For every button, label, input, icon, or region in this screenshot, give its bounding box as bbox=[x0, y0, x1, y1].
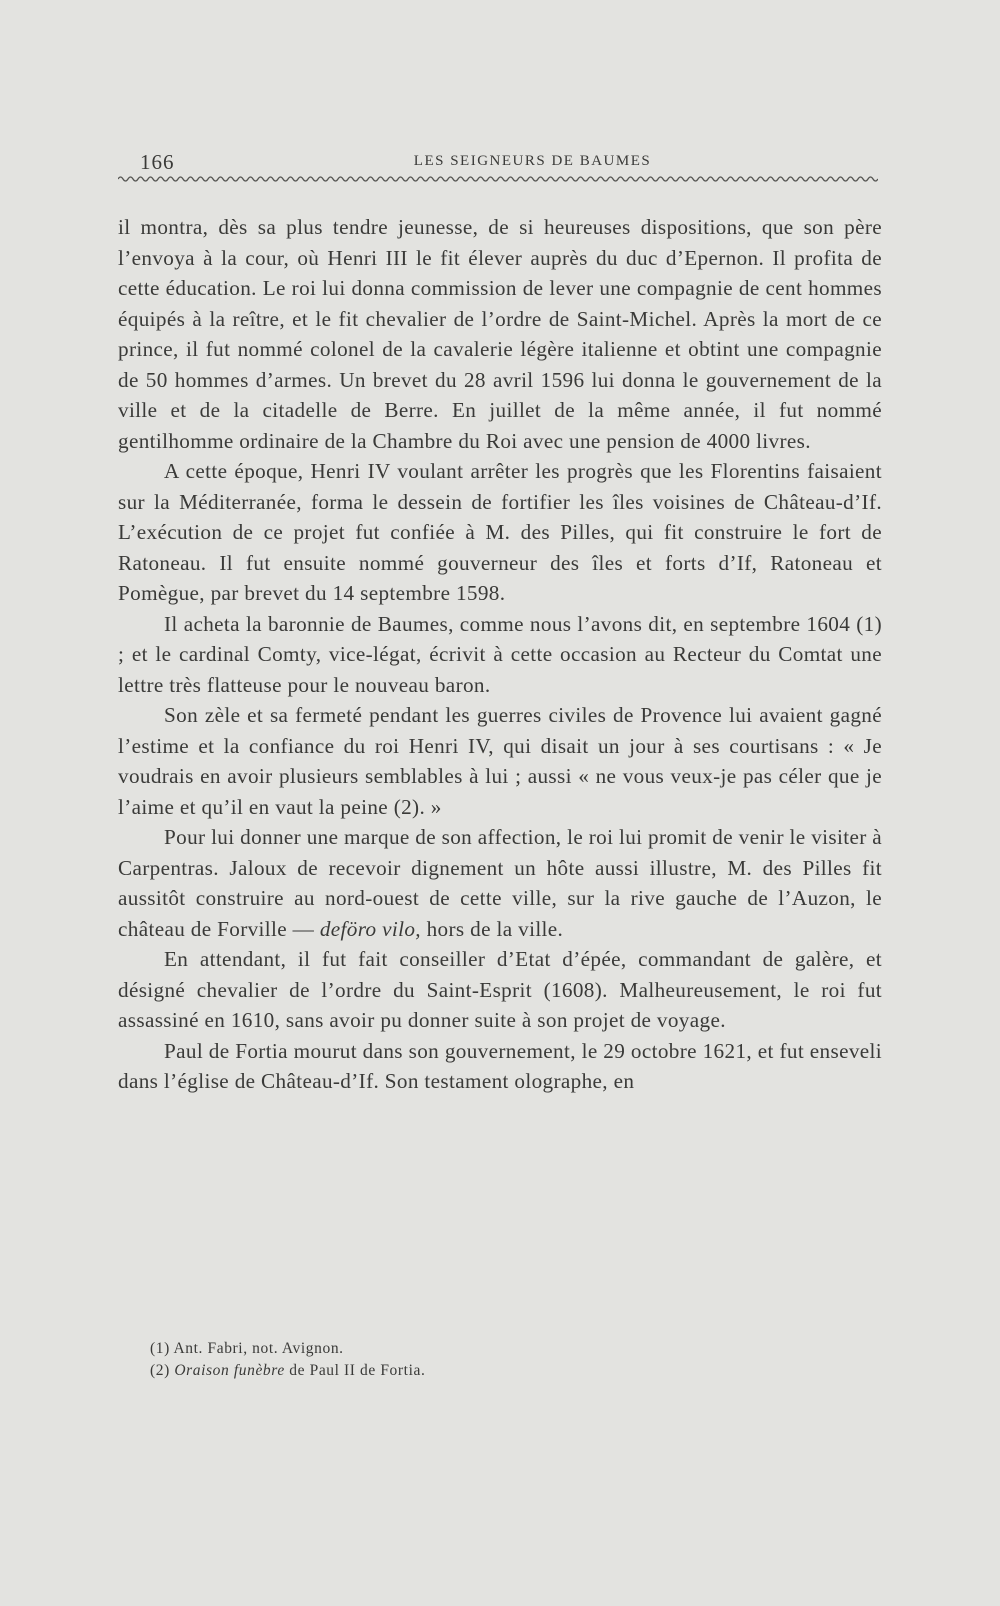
footnote-marker: (2) bbox=[150, 1362, 170, 1379]
footnote: (1) Ant. Fabri, not. Avignon. bbox=[150, 1340, 344, 1357]
paragraph: il montra, dès sa plus tendre jeunesse, de si heureuses dispositions, que son père l’envoya à la cour, où Henri III le fit élever auprès du duc d’Epernon. Il profita de cette éducation. Le roi lui donna commission de lever une compagnie de cent hommes équipés à la reître, et le fit chevalier de l’ordre de Saint-Michel. Après la mort de ce prince, il fut nommé colonel de la cavalerie légère italienne et obtint une compagnie de 50 hommes d’armes. Un brevet du 28 avril 1596 lui donna le gouvernement de la ville et de la citadelle de Berre. En juillet de la même année, il fut nommé gentilhomme ordinaire de la Chambre du Roi avec une pension de 4000 livres. bbox=[118, 215, 882, 453]
page-number: 166 bbox=[140, 150, 175, 174]
paragraph: Pour lui donner une marque de son affection, le roi lui promit de venir le visiter à Carpentras. Jaloux de recevoir dignement un hôte aussi illustre, M. des Pilles fit aussitôt construire au nord-ouest de cette ville, sur la rive gauche de l’Auzon, le château de Forville — deföro vilo, hors de la ville. bbox=[118, 825, 883, 941]
italic-title: Oraison funèbre bbox=[174, 1362, 285, 1379]
ornamental-rule bbox=[118, 172, 878, 184]
paragraph: En attendant, il fut fait conseiller d’Etat d’épée, commandant de galère, et désigné chevalier de l’ordre du Saint-Esprit (1608). Malheureusement, le roi fut assassiné en 1610, sans avoir pu donner suite à son projet de voyage. bbox=[118, 947, 882, 1032]
footnote: (2) Oraison funèbre de Paul II de Fortia. bbox=[150, 1362, 426, 1379]
running-title: LES SEIGNEURS DE BAUMES bbox=[413, 153, 652, 169]
paragraph: A cette époque, Henri IV voulant arrêter les progrès que les Florentins faisaient sur la Méditerranée, forma le dessein de fortifier les îles voisines de Château-d’If. L’exécution de ce projet fut confiée à M. des Pilles, qui fit construire le fort de Ratoneau. Il fut ensuite nommé gouverneur des îles et forts d’If, Ratoneau et Pomègue, par brevet du 14 septembre 1598. bbox=[118, 459, 882, 605]
paragraph: Il acheta la baronnie de Baumes, comme nous l’avons dit, en septembre 1604 (1) ; et le cardinal Comty, vice-légat, écrivit à cette occasion au Recteur du Comtat une lettre très flatteuse pour le nouveau baron. bbox=[118, 611, 882, 697]
body-text bbox=[118, 212, 882, 1097]
footnote-marker: (1) bbox=[150, 1340, 170, 1357]
italic-phrase: deföro vilo, bbox=[319, 916, 421, 941]
paragraph: Paul de Fortia mourut dans son gouvernement, le 29 octobre 1621, et fut enseveli dans l’église de Château-d’If. Son testament olographe, en bbox=[118, 1038, 882, 1093]
paragraph: Son zèle et sa fermeté pendant les guerres civiles de Provence lui avaient gagné l’estime et la confiance du roi Henri IV, qui disait un jour à ses courtisans : « Je voudrais en avoir plusieurs semblables à lui ; aussi « ne vous veux-je pas céler que je l’aime et qu’il en vaut la peine (2). » bbox=[118, 703, 882, 819]
footnotes bbox=[150, 1338, 850, 1382]
